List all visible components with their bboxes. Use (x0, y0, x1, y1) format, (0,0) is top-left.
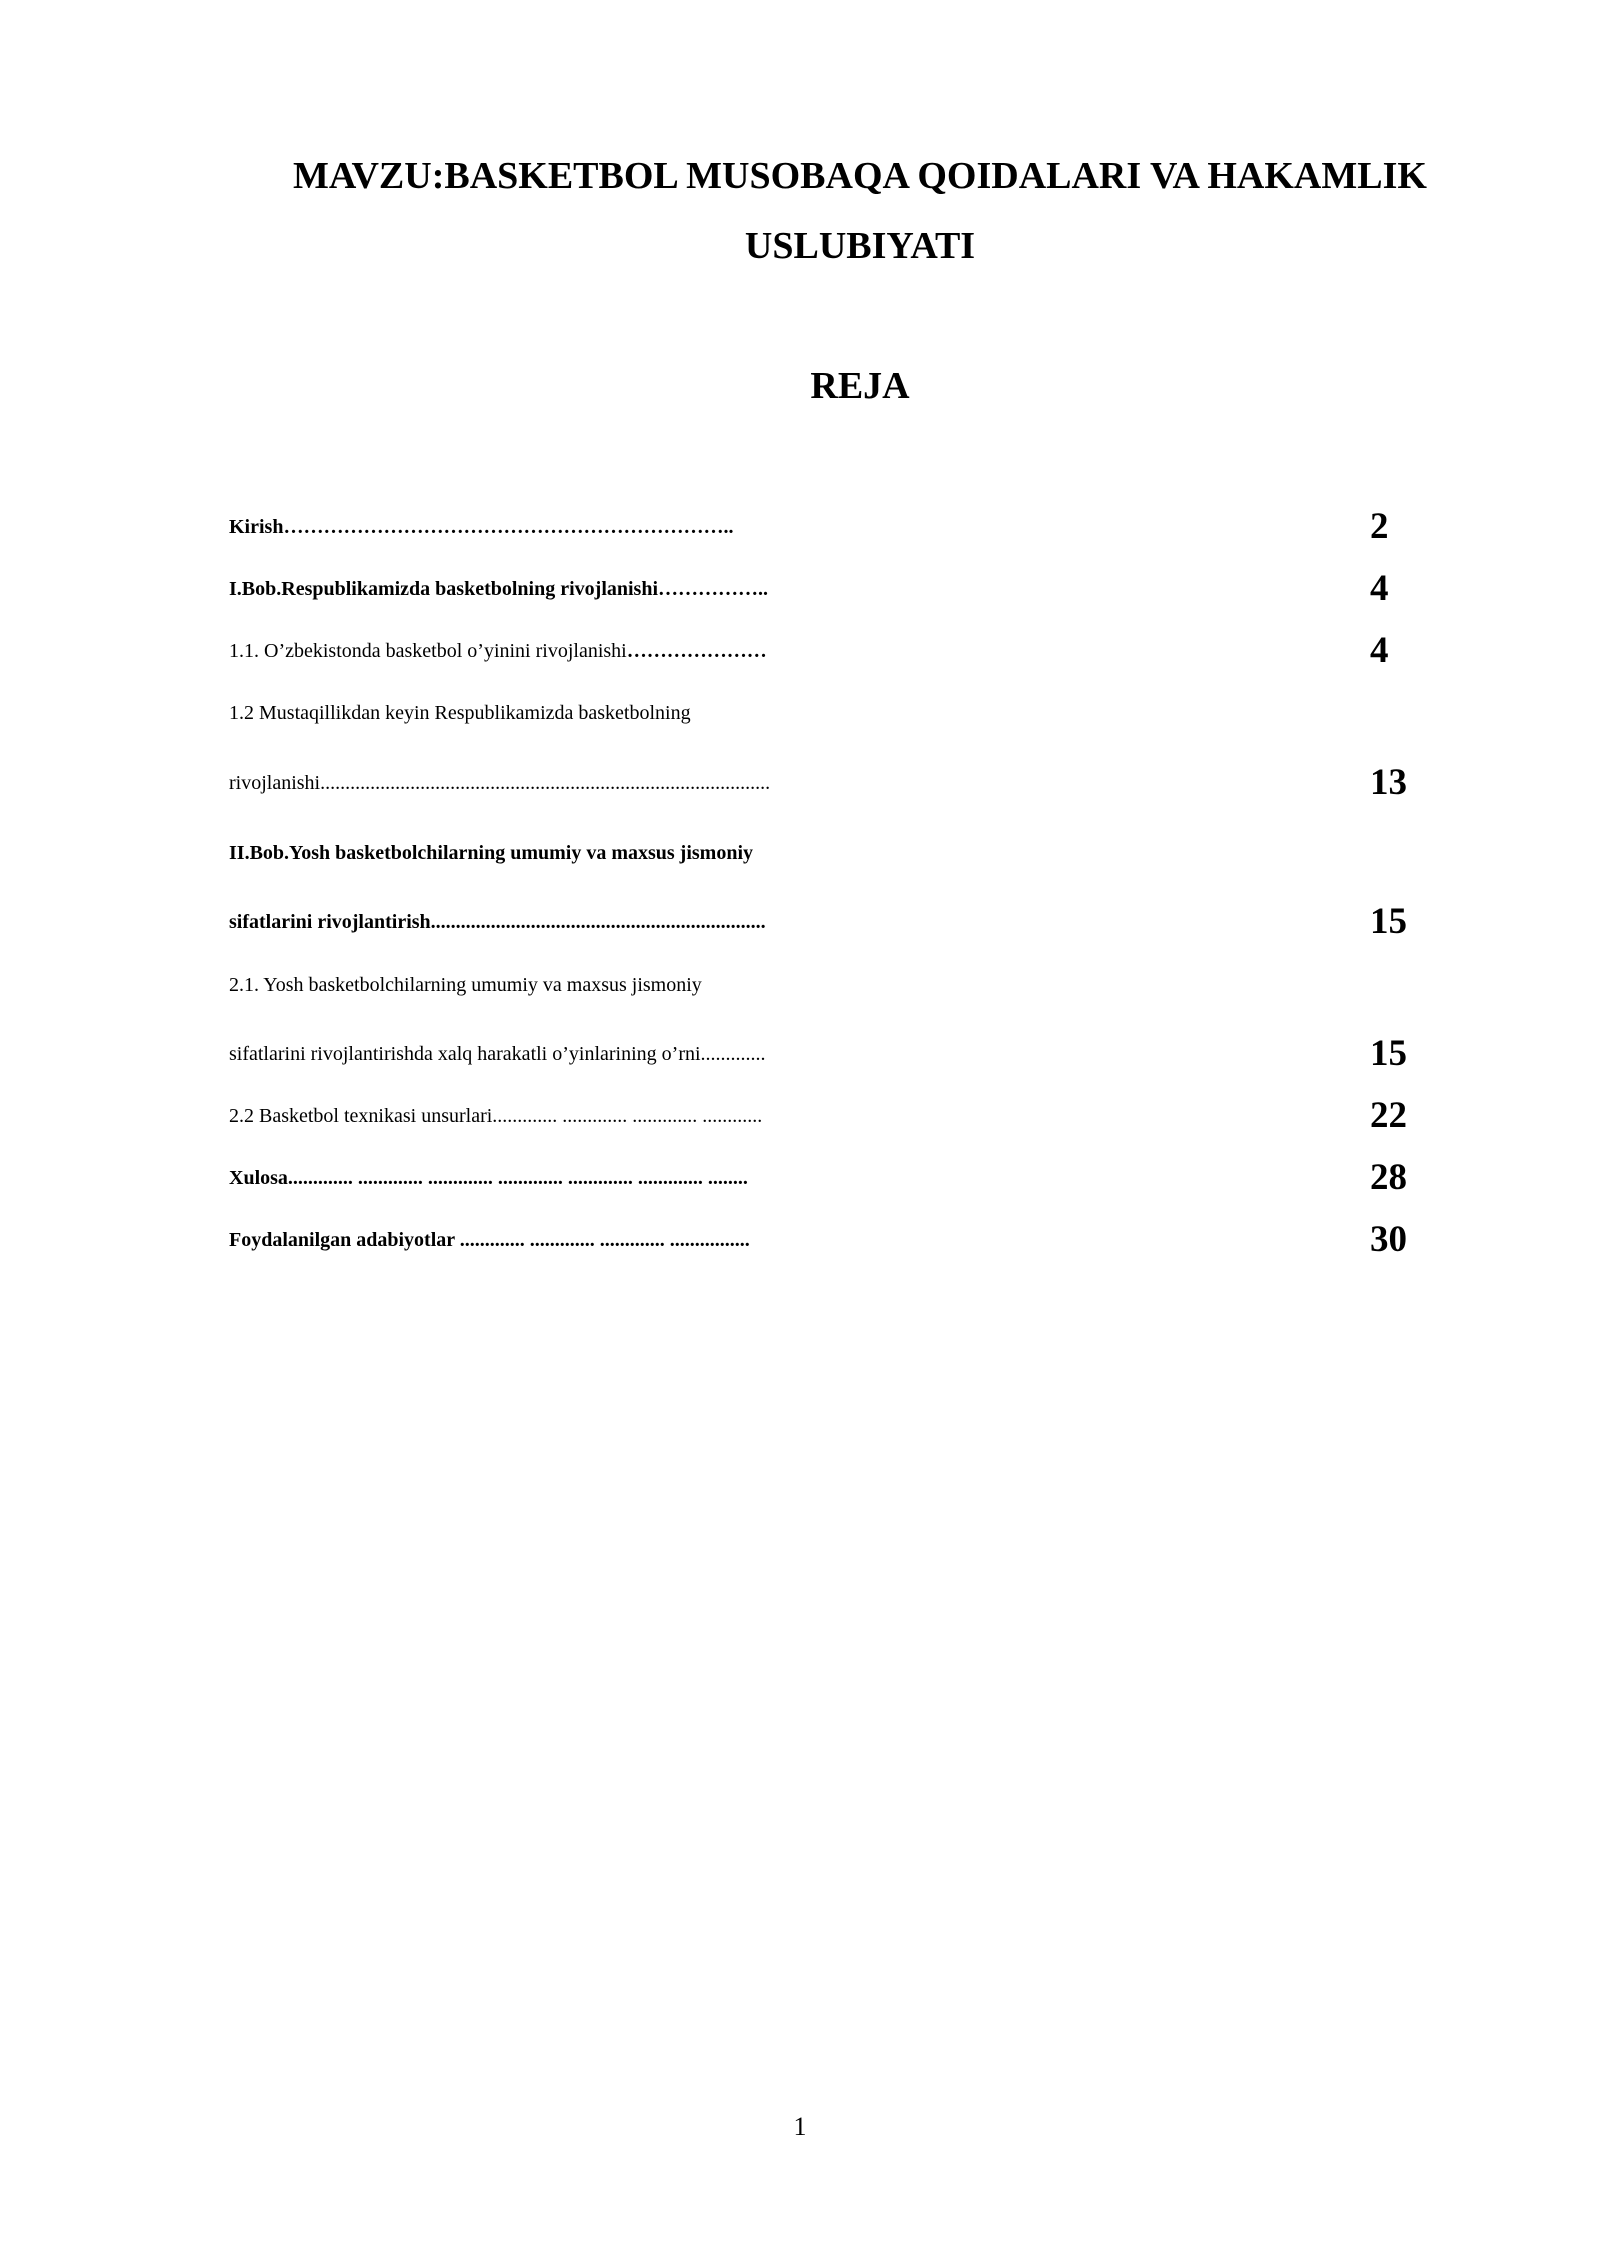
toc-entry-line (229, 505, 1359, 549)
plan-heading: REJA (810, 365, 910, 407)
toc-entry-text: 2.2 Basketbol texnikasi unsurlari (229, 1105, 493, 1127)
toc-entry-leader-dots: ............. ............. ............. ............. ............. ............. ........ (287, 1167, 748, 1189)
toc-entry-page-number: 2 (1370, 506, 1389, 547)
toc-entry-leader-dots: ................................................................... (430, 911, 766, 933)
toc-entry-page-number: 4 (1370, 568, 1389, 609)
toc-entry-text: rivojlanishi (229, 772, 321, 794)
toc-entry-leader-dots: .......................................................................................... (320, 772, 771, 794)
toc-entry-line (229, 1218, 1359, 1262)
toc-entry-leader-dots: ............. ............. ............. ................ (459, 1229, 750, 1251)
toc-entry-text: I.Bob.Respublikamizda basketbolning rivojlanishi (229, 578, 659, 600)
toc-entry-page-number: 28 (1370, 1157, 1407, 1198)
toc-entry-line (229, 1156, 1359, 1200)
toc-entry-leader-dots: …………….. (658, 578, 769, 600)
toc-entry-leader-dots: ............. (700, 1043, 766, 1065)
toc-entry-text: 2.1. Yosh basketbolchilarning umumiy va maxsus jismoniy (229, 974, 702, 996)
document-title-line-2: USLUBIYATI (744, 225, 976, 267)
toc-entry-page-number: 22 (1370, 1095, 1407, 1136)
toc-entry-page-number: 13 (1370, 762, 1407, 803)
toc-entry-text: 1.2 Mustaqillikdan keyin Respublikamizda basketbolning (229, 702, 691, 724)
toc-entry-page-number: 15 (1370, 901, 1407, 942)
toc-entry-line (229, 1032, 1359, 1076)
toc-entry-line (229, 900, 1359, 944)
toc-entry-text: sifatlarini rivojlantirishda xalq harakatli o’yinlarining o’rni (229, 1043, 701, 1065)
toc-entry-leader-dots: ............. ............. ............. ............ (492, 1105, 763, 1127)
toc-entry-leader-dots: ………………… (626, 640, 767, 662)
toc-entry-page-number: 30 (1370, 1219, 1407, 1260)
toc-entry-page-number: 4 (1370, 630, 1389, 671)
toc-entry-page-number: 15 (1370, 1033, 1407, 1074)
toc-entry-line (229, 761, 1359, 805)
toc-entry-line (229, 629, 1359, 673)
toc-entry-leader-dots: ………………………………………………………….. (283, 516, 734, 538)
toc-entry-line (229, 963, 1359, 1007)
toc-entry-text: Xulosa (229, 1167, 288, 1189)
toc-entry-text: Kirish (229, 516, 284, 538)
toc-entry-text: Foydalanilgan adabiyotlar (229, 1229, 460, 1251)
toc-entry-text: sifatlarini rivojlantirish (229, 911, 431, 933)
toc-entry-line (229, 567, 1359, 611)
page-number: 1 (793, 2112, 807, 2141)
document-title-line-1: MAVZU:BASKETBOL MUSOBAQA QOIDALARI VA HAKAMLIK (293, 155, 1427, 197)
toc-entry-line (229, 1094, 1359, 1138)
toc-entry-line (229, 831, 1359, 875)
toc-entry-line (229, 691, 1359, 735)
toc-entry-text: II.Bob.Yosh basketbolchilarning umumiy va maxsus jismoniy (229, 842, 754, 864)
toc-entry-text: 1.1. O’zbekistonda basketbol o’yinini rivojlanishi (229, 640, 627, 662)
